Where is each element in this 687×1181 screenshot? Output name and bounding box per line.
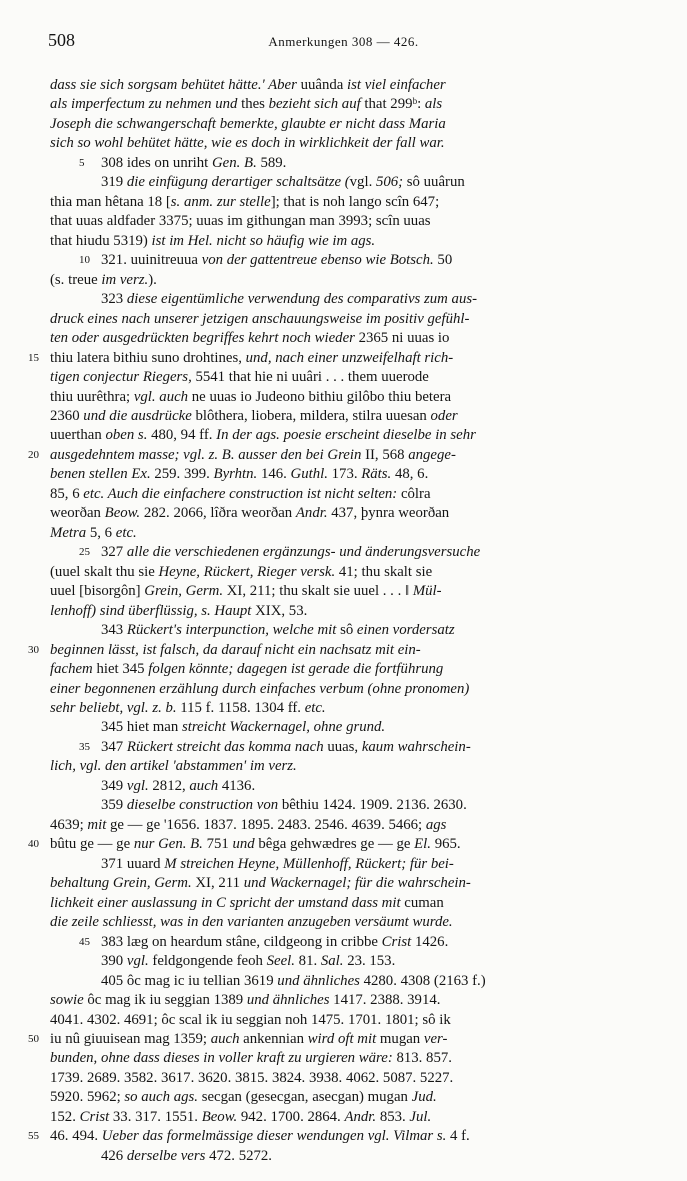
italic-text: sowie	[50, 992, 88, 1009]
roman-text: uuerthan	[50, 427, 106, 444]
italic-text: Räts.	[361, 466, 395, 483]
italic-text: die zeile schliesst, was in den varianten anzugeben versäumt wurde.	[50, 914, 453, 931]
italic-text: etc. Auch die einfachere construction ist nicht selten:	[83, 485, 401, 502]
roman-text: 308 ides on unriht	[101, 154, 212, 171]
roman-text: 282. 2066, lîðra weorðan	[143, 505, 296, 522]
text-line	[50, 563, 647, 582]
italic-text: Jud.	[411, 1089, 437, 1106]
italic-text: Sal.	[320, 953, 348, 970]
page-number: 508	[48, 30, 75, 50]
roman-text: 390	[101, 953, 127, 970]
roman-text: thia man hêtana 18 [	[50, 193, 171, 210]
italic-text: Mül-	[412, 583, 442, 600]
text-line	[50, 543, 647, 562]
roman-text: 383 læg on heardum stâne, cildgeong in cribbe	[101, 933, 382, 950]
roman-text: blôthera, liobera, mildera, stilra uuesan	[195, 407, 431, 424]
roman-text: 46. 494.	[50, 1128, 102, 1145]
text-line	[50, 1011, 647, 1030]
italic-text: diese eigentümliche verwendung des comparativs zum aus-	[126, 291, 478, 308]
italic-text: etc.	[304, 700, 326, 716]
text-line	[50, 388, 647, 407]
italic-text: Heyne, Rückert, Rieger versk.	[158, 563, 339, 580]
italic-text: sehr beliebt, vgl. z. b.	[50, 700, 181, 716]
text-line	[50, 407, 647, 426]
italic-text: ags	[425, 816, 447, 833]
roman-text: XI, 211; thu skalt sie uuel . . . ‖	[226, 583, 413, 600]
italic-text: und Wackernagel; für die wahrschein-	[243, 875, 471, 892]
roman-text: iu nû giuuisean mag 1359;	[50, 1030, 211, 1047]
text-line	[28, 835, 647, 854]
italic-text: im verz.	[101, 271, 149, 288]
italic-text: Byrhtn.	[213, 466, 261, 483]
roman-text: 319	[101, 174, 127, 191]
italic-text: und	[232, 836, 259, 853]
roman-text: thes	[241, 96, 269, 113]
roman-text: 81.	[298, 953, 321, 970]
roman-text: (uuel skalt thu sie	[50, 563, 159, 580]
italic-text: benen stellen Ex.	[50, 466, 155, 483]
roman-text: vgl.	[349, 174, 373, 191]
italic-text: Seel.	[266, 953, 299, 970]
text-line	[50, 874, 647, 893]
italic-text: streicht Wackernagel, ohne grund.	[181, 719, 386, 736]
roman-text: 2365 ni uuas io	[358, 330, 450, 347]
roman-text: secgan (gesecgan, asecgan) mugan	[201, 1089, 412, 1106]
line-number: 45	[79, 935, 90, 948]
roman-text: 4639;	[50, 816, 88, 833]
text-line	[50, 368, 647, 387]
running-title: Anmerkungen 308 — 426.	[268, 34, 419, 49]
roman-text: uuas,	[327, 738, 362, 755]
roman-text: 589.	[256, 154, 287, 171]
roman-text: 4136.	[221, 777, 256, 794]
italic-text: die einfügung derartiger schaltsätze (	[126, 174, 350, 191]
roman-text: 1426.	[414, 933, 449, 950]
roman-text: 321. uuinitreuua	[101, 252, 202, 269]
text-line	[50, 504, 647, 523]
roman-text: ]; that is noh lango scîn 647;	[270, 193, 440, 210]
italic-text: derselbe vers	[126, 1147, 210, 1164]
italic-text: wird oft mit	[307, 1030, 380, 1047]
text-line	[50, 913, 647, 932]
roman-text: cuman	[404, 894, 444, 911]
roman-text: 173.	[331, 466, 362, 483]
roman-text: 359	[101, 797, 127, 814]
italic-text: M streichen Heyne, Müllenhoff, Rückert; für bei-	[164, 855, 454, 872]
italic-text: und die ausdrücke	[83, 407, 196, 424]
roman-text: mugan	[379, 1030, 424, 1047]
roman-text: 115 f. 1158. 1304 ff.	[180, 700, 305, 716]
italic-text: lenhoff) sind überflüssig, s. Haupt	[50, 602, 256, 619]
text-line	[50, 251, 647, 270]
roman-text: thiu latera bithiu suno drohtines,	[50, 349, 246, 366]
italic-text: dass sie sich sorgsam behütet hätte.' Aber	[50, 77, 301, 93]
roman-text: 813. 857.	[396, 1050, 452, 1067]
text-line	[28, 446, 647, 465]
text-line	[50, 757, 647, 776]
italic-text: Rückert's interpunction, welche mit	[126, 622, 341, 639]
roman-text: weorðan	[50, 505, 105, 522]
italic-text: s. anm. zur stelle	[170, 193, 271, 210]
italic-text: alle die verschiedenen ergänzungs- und änderungsversuche	[126, 544, 481, 561]
text-line	[50, 855, 647, 874]
line-number: 20	[28, 448, 39, 461]
italic-text: folgen könnte; dagegen ist gerade die fortführung	[148, 661, 444, 678]
italic-text: etc.	[115, 524, 137, 541]
italic-text: bunden, ohne dass dieses in voller kraft zu urgieren wäre:	[50, 1050, 397, 1067]
roman-text: 152.	[50, 1108, 80, 1125]
roman-text: 23. 153.	[347, 953, 396, 970]
roman-text: 323	[101, 291, 127, 308]
italic-text: und ähnliches	[277, 972, 364, 989]
italic-text: behaltung Grein, Germ.	[50, 875, 196, 892]
text-line	[28, 1127, 647, 1146]
italic-text: als	[424, 96, 443, 113]
text-line	[50, 1069, 647, 1088]
roman-text: 259. 399.	[154, 466, 214, 483]
text-line	[50, 660, 647, 679]
text-line	[50, 894, 647, 913]
roman-text: 371 uuard	[101, 855, 165, 872]
italic-text: tigen conjectur Riegers,	[50, 369, 196, 386]
italic-text: lichkeit einer auslassung in C spricht der umstand dass mit	[50, 894, 405, 911]
roman-text: hiet 345	[96, 661, 149, 678]
roman-text: 50	[433, 252, 453, 269]
italic-text: dieselbe construction von	[126, 797, 282, 814]
italic-text: Metra	[50, 524, 90, 541]
text-line	[50, 115, 647, 134]
text-line	[50, 524, 647, 543]
roman-text: sô	[340, 622, 357, 639]
line-number: 5	[79, 156, 85, 169]
text-line	[50, 290, 647, 309]
text-line	[50, 485, 647, 504]
roman-text: 343	[101, 622, 127, 639]
roman-text: 853.	[379, 1108, 410, 1125]
italic-text: Rückert streicht das komma nach	[126, 738, 328, 755]
roman-text: ).	[148, 271, 157, 288]
italic-text: und ähnliches	[246, 992, 334, 1009]
roman-text: 1739. 2689. 3582. 3617. 3620. 3815. 3824. 3938. 4062. 5087. 5227.	[50, 1069, 454, 1086]
roman-text: 4280. 4308 (2163 f.)	[363, 972, 486, 989]
italic-text: oben s.	[105, 427, 148, 444]
roman-text: 426	[101, 1147, 127, 1164]
text-line	[50, 426, 647, 445]
italic-text: druck eines nach unserer jetzigen anschauungsweise im positiv gefühl-	[50, 310, 470, 327]
text-line	[50, 1108, 647, 1127]
text-line	[50, 777, 647, 796]
text-line	[50, 816, 647, 835]
italic-text: bezieht sich auf	[268, 96, 365, 113]
line-number: 25	[79, 546, 90, 559]
text-line	[50, 95, 647, 114]
roman-text: that hiudu 5319)	[50, 232, 152, 249]
body-text	[28, 76, 647, 1166]
italic-text: Gen. B.	[211, 154, 257, 171]
text-line	[50, 952, 647, 971]
roman-text: 4041. 4302. 4691; ôc scal ik iu seggian noh 1475. 1701. 1801; sô ik	[50, 1011, 451, 1028]
roman-text: XIX, 53.	[255, 602, 308, 619]
text-line	[50, 271, 647, 290]
roman-text: 85, 6	[50, 485, 84, 502]
roman-text: 349	[101, 777, 127, 794]
italic-text: kaum wahrschein-	[361, 738, 471, 755]
italic-text: lich, vgl. den artikel 'abstammen' im verz.	[50, 758, 297, 775]
line-number: 15	[28, 351, 39, 364]
roman-text: 2812,	[152, 777, 190, 794]
line-number: 40	[28, 838, 39, 851]
text-line	[50, 991, 647, 1010]
roman-text: 347	[101, 738, 127, 755]
roman-text: 472. 5272.	[209, 1147, 272, 1164]
text-line	[50, 933, 647, 952]
roman-text: uuânda	[300, 77, 348, 93]
roman-text: 751	[206, 836, 233, 853]
roman-text: ne uuas io Judeono bithiu gilôbo thiu betera	[191, 388, 452, 405]
roman-text: ge — ge '1656. 1837. 1895. 2483. 2546. 4639. 5466;	[110, 816, 426, 833]
roman-text: ankennian	[243, 1030, 308, 1047]
roman-text: thiu uurêthra;	[50, 388, 134, 405]
text-line	[50, 76, 647, 95]
roman-text: uuel [bisorgôn]	[50, 583, 145, 600]
roman-text: 4 f.	[450, 1128, 470, 1145]
text-line	[50, 602, 647, 621]
text-line	[50, 718, 647, 737]
roman-text: 480, 94 ff.	[147, 427, 217, 444]
roman-text: 5541 that hie ni uuâri . . . them uuerode	[195, 369, 429, 386]
line-number: 55	[28, 1130, 39, 1143]
italic-text: einen vordersatz	[356, 622, 455, 639]
text-line	[50, 699, 647, 718]
italic-text: ten oder ausgedrückten begriffes kehrt noch wieder	[50, 330, 359, 347]
roman-text: 41; thu skalt sie	[338, 563, 433, 580]
line-number: 30	[28, 643, 39, 656]
roman-text: bêga gehwædres ge — ge	[258, 836, 415, 853]
italic-text: als imperfectum zu nehmen und	[50, 96, 242, 113]
roman-text: bêthiu 1424. 1909. 2136. 2630.	[281, 797, 467, 814]
italic-text: In der ags. poesie erscheint dieselbe in sehr	[216, 427, 476, 444]
roman-text: 437, þynra weorðan	[331, 505, 450, 522]
italic-text: ist viel einfacher	[347, 77, 446, 93]
roman-text: 1417. 2388. 3914.	[333, 992, 441, 1009]
italic-text: beginnen lässt, ist falsch, da darauf nicht ein nachsatz mit ein-	[50, 641, 421, 658]
roman-text: 965.	[434, 836, 461, 853]
page-header	[0, 30, 687, 60]
italic-text: oder	[430, 407, 458, 424]
text-line	[50, 680, 647, 699]
text-line	[28, 1030, 647, 1049]
text-line	[50, 193, 647, 212]
text-line	[50, 621, 647, 640]
italic-text: auch	[189, 777, 222, 794]
roman-text: 5920. 5962;	[50, 1089, 125, 1106]
roman-text: that 299ᵇ:	[364, 96, 425, 113]
text-line	[50, 212, 647, 231]
italic-text: auch	[210, 1030, 244, 1047]
italic-text: ausgedehntem masse; vgl. z. B. ausser den bei Grein	[50, 446, 366, 463]
roman-text: that uuas aldfader 3375; uuas im githungan man 3993; scîn uuas	[50, 213, 431, 230]
italic-text: vgl. auch	[133, 388, 192, 405]
roman-text: 33. 317. 1551.	[112, 1108, 202, 1125]
roman-text: feldgongende feoh	[152, 953, 267, 970]
text-line	[50, 154, 647, 173]
italic-text: angege-	[408, 446, 456, 463]
roman-text: ôc mag ik iu seggian 1389	[87, 992, 247, 1009]
text-line	[50, 1088, 647, 1107]
italic-text: Crist	[79, 1108, 113, 1125]
roman-text: 5, 6	[89, 524, 116, 541]
text-line	[50, 310, 647, 329]
italic-text: sich so wohl behütet hätte, wie es doch in wirklichkeit der fall war.	[50, 135, 445, 152]
text-line	[50, 1147, 647, 1166]
italic-text: Andr.	[344, 1108, 380, 1125]
roman-text: 146.	[260, 466, 291, 483]
italic-text: Andr.	[295, 505, 332, 522]
italic-text: Jul.	[409, 1108, 432, 1125]
italic-text: vgl.	[126, 777, 153, 794]
line-number: 35	[79, 740, 90, 753]
roman-text: 2360	[50, 407, 84, 424]
italic-text: Joseph die schwangerschaft bemerkte, glaubte er nicht dass Maria	[50, 115, 446, 132]
italic-text: Guthl.	[290, 466, 332, 483]
text-line	[50, 738, 647, 757]
roman-text: côlra	[400, 485, 431, 502]
italic-text: ver-	[423, 1030, 448, 1047]
italic-text: einer begonnenen erzählung durch einfaches verbum (ohne pronomen)	[50, 680, 470, 697]
text-line	[28, 641, 647, 660]
italic-text: mit	[87, 816, 111, 833]
roman-text: 327	[101, 544, 127, 561]
roman-text: XI, 211	[195, 875, 244, 892]
line-number: 50	[28, 1032, 39, 1045]
roman-text: bûtu ge — ge	[50, 836, 134, 853]
italic-text: Crist	[381, 933, 415, 950]
text-line	[50, 232, 647, 251]
italic-text: fachem	[50, 661, 97, 678]
roman-text: 942. 1700. 2864.	[240, 1108, 345, 1125]
italic-text: Beow.	[201, 1108, 241, 1125]
roman-text: 345 hiet man	[101, 719, 182, 736]
italic-text: so auch ags.	[124, 1089, 202, 1106]
text-line	[50, 582, 647, 601]
text-line	[50, 1049, 647, 1068]
line-number: 10	[79, 254, 90, 267]
roman-text: 48, 6.	[394, 466, 429, 483]
italic-text: Beow.	[104, 505, 144, 522]
italic-text: El.	[414, 836, 435, 853]
roman-text: 405 ôc mag ic iu tellian 3619	[101, 972, 278, 989]
italic-text: Grein, Germ.	[144, 583, 227, 600]
italic-text: Ueber das formelmässige dieser wendungen vgl. Vilmar s.	[101, 1128, 451, 1145]
roman-text: sô uuârun	[406, 174, 465, 191]
text-line	[50, 134, 647, 153]
italic-text: vgl.	[126, 953, 153, 970]
text-line	[50, 465, 647, 484]
text-line	[28, 349, 647, 368]
italic-text: 506;	[372, 174, 407, 191]
italic-text: nur Gen. B.	[133, 836, 207, 853]
italic-text: ist im Hel. nicht so häufig wie im ags.	[151, 232, 376, 249]
roman-text: II, 568	[365, 446, 409, 463]
text-line	[50, 329, 647, 348]
text-line	[50, 796, 647, 815]
text-line	[50, 972, 647, 991]
text-line	[50, 173, 647, 192]
italic-text: und, nach einer unzweifelhaft rich-	[245, 349, 454, 366]
italic-text: von der gattentreue ebenso wie Botsch.	[201, 252, 434, 269]
roman-text: (s. treue	[50, 271, 102, 288]
